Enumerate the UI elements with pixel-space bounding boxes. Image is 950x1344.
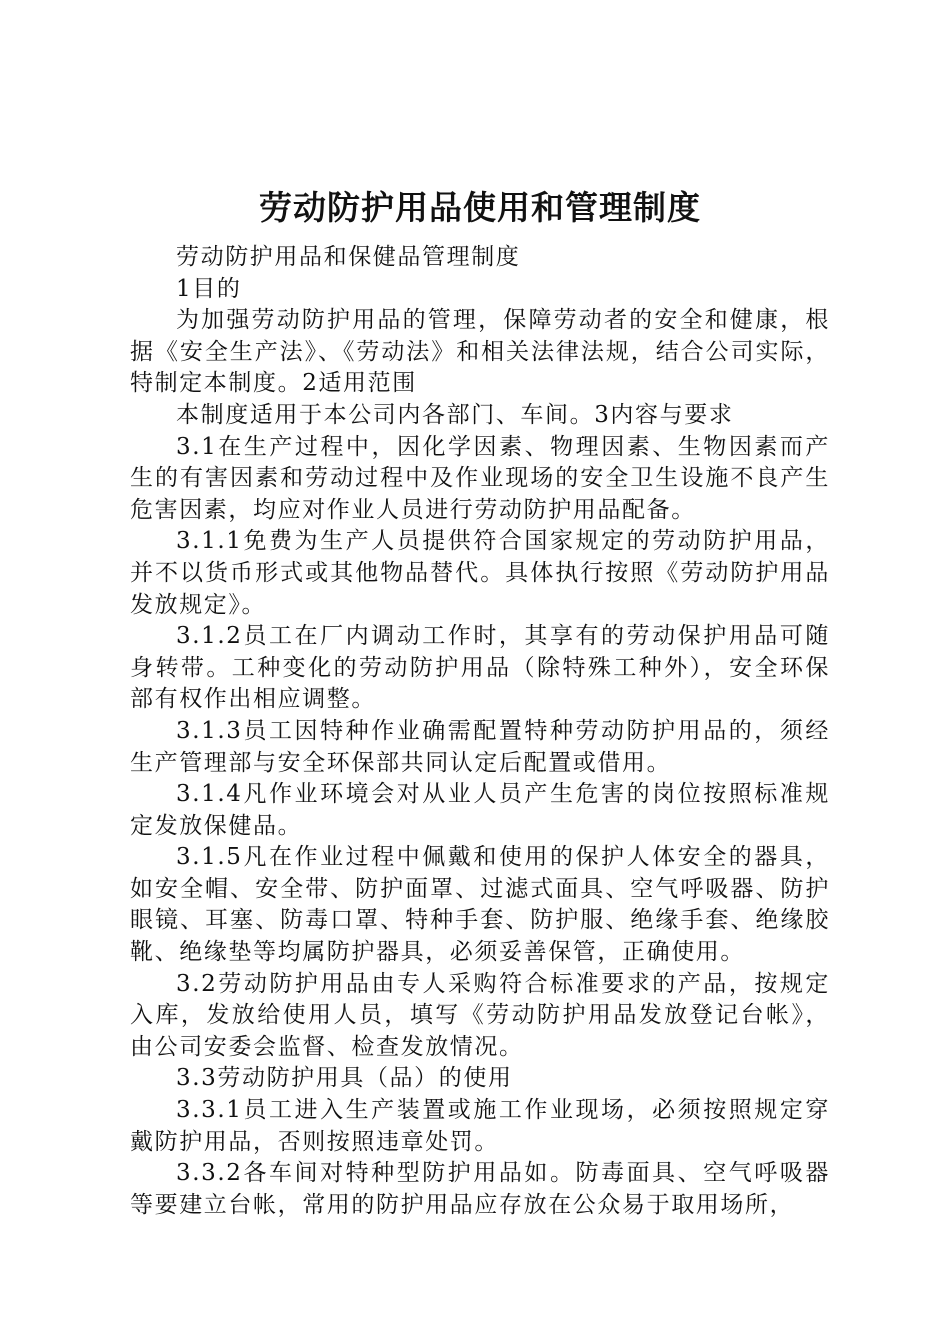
- paragraph-3-1-5: 3.1.5凡在作业过程中佩戴和使用的保护人体安全的器具，如安全帽、安全带、防护面罩、过滤式面具、空气呼吸器、防护眼镜、耳塞、防毒口罩、特种手套、防护服、绝缘手套、绝缘胶靴、绝缘垫等均属防护器具，必须妥善保管，正确使用。: [130, 844, 830, 966]
- paragraph-3-3-1: 3.3.1员工进入生产装置或施工作业现场，必须按照规定穿戴防护用品，否则按照违章处罚。: [130, 1097, 830, 1155]
- paragraph-3-1-4: 3.1.4凡作业环境会对从业人员产生危害的岗位按照标准规定发放保健品。: [130, 781, 830, 839]
- paragraph-3-3-2: 3.3.2各车间对特种型防护用品如。防毒面具、空气呼吸器等要建立台帐，常用的防护用品应存放在公众易于取用场所，: [130, 1160, 830, 1218]
- document-body: [130, 242, 830, 1221]
- paragraph-3-2: 3.2劳动防护用品由专人采购符合标准要求的产品，按规定入库，发放给使用人员，填写《劳动防护用品发放登记台帐》，由公司安委会监督、检查发放情况。: [130, 970, 830, 1060]
- paragraph-purpose: 为加强劳动防护用品的管理，保障劳动者的安全和健康，根据《安全生产法》、《劳动法》和相关法律法规，结合公司实际，特制定本制度。2适用范围: [130, 307, 830, 397]
- document-title: 劳动防护用品使用和管理制度: [259, 188, 701, 227]
- paragraph-3-1-2: 3.1.2员工在厂内调动工作时，其享有的劳动保护用品可随身转带。工种变化的劳动防护用品（除特殊工种外），安全环保部有权作出相应调整。: [130, 623, 830, 713]
- paragraph-3-1-3: 3.1.3员工因特种作业确需配置特种劳动防护用品的，须经生产管理部与安全环保部共同认定后配置或借用。: [130, 717, 830, 776]
- paragraph-subtitle: 劳动防护用品和保健品管理制度: [176, 244, 521, 270]
- paragraph-scope: 本制度适用于本公司内各部门、车间。3内容与要求: [176, 401, 734, 428]
- paragraph-3-1-1: 3.1.1免费为生产人员提供符合国家规定的劳动防护用品，并不以货币形式或其他物品替代。具体执行按照《劳动防护用品发放规定》。: [130, 528, 830, 618]
- document-page: [130, 182, 830, 1221]
- paragraph-section-1: 1目的: [176, 275, 242, 302]
- paragraph-3-3: 3.3劳动防护用具（品）的使用: [176, 1065, 513, 1092]
- paragraph-3-1: 3.1在生产过程中，因化学因素、物理因素、生物因素而产生的有害因素和劳动过程中及作业现场的安全卫生设施不良产生危害因素，均应对作业人员进行劳动防护用品配备。: [130, 433, 830, 523]
